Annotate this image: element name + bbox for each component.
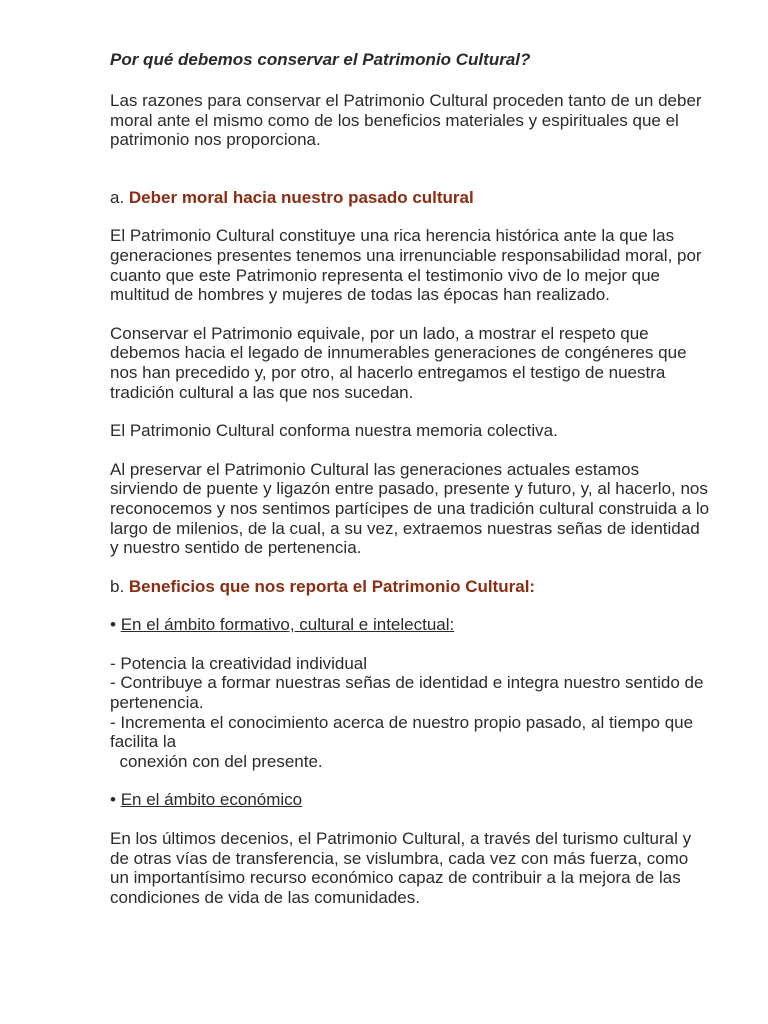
document-title: Por qué debemos conservar el Patrimonio Cultural? <box>110 50 531 69</box>
bullet-glyph: • <box>110 615 121 635</box>
list-item: - Contribuye a formar nuestras señas de identidad e integra nuestro sentido de pertenencia. <box>110 673 704 713</box>
section-a-heading <box>110 188 710 208</box>
formativo-bullet-heading <box>110 615 710 635</box>
intro-paragraph: Las razones para conservar el Patrimonio Cultural proceden tanto de un deber moral ante el mismo como de los beneficios materiales y espirituales que el patrimonio nos proporciona. <box>110 91 702 150</box>
list-item: - Incrementa el conocimiento acerca de nuestro propio pasado, al tiempo que facilita la <box>110 712 694 752</box>
formativo-label: En el ámbito formativo, cultural e intelectual: <box>120 615 455 635</box>
section-a-prefix: a. <box>110 187 129 207</box>
document-page <box>110 50 710 926</box>
formativo-list <box>110 654 710 772</box>
section-b-heading <box>110 577 710 597</box>
list-item: - Potencia la creatividad individual <box>110 653 368 673</box>
list-item: conexión con del presente. <box>110 751 323 771</box>
section-a-paragraph-1: El Patrimonio Cultural constituye una rica herencia histórica ante la que las generaciones presentes tenemos una irrenunciable responsabilidad moral, por cuanto que este Patrimonio representa el testimonio vivo de lo mejor que multitud de hombres y mujeres de todas las épocas han realizado. <box>110 226 702 305</box>
economico-bullet-heading <box>110 790 710 810</box>
section-a-paragraph-4: Al preservar el Patrimonio Cultural las generaciones actuales estamos sirviendo de puente y ligazón entre pasado, presente y futuro, y, al hacerlo, nos reconocemos y nos sentimos partícipes de una tradición cultural construida a lo largo de milenios, de la cual, a su vez, extraemos nuestras señas de identidad y nuestro sentido de pertenencia. <box>110 459 710 558</box>
section-b-prefix: b. <box>110 576 129 596</box>
economico-paragraph: En los últimos decenios, el Patrimonio Cultural, a través del turismo cultural y de otras vías de transferencia, se vislumbra, cada vez con más fuerza, como un importantísimo recurso económico capaz de contribuir a la mejora de las condiciones de vida de las comunidades. <box>110 829 692 907</box>
bullet-glyph: • <box>110 790 121 810</box>
section-a-paragraph-2: Conservar el Patrimonio equivale, por un lado, a mostrar el respeto que debemos hacia el legado de innumerables generaciones de congéneres que nos han precedido y, por otro, al hacerlo entregamos el testigo de nuestra tradición cultural a las que nos sucedan. <box>110 323 687 402</box>
section-a-paragraph-3: El Patrimonio Cultural conforma nuestra memoria colectiva. <box>110 421 558 441</box>
economico-label: En el ámbito económico <box>120 790 303 810</box>
section-a-title: Deber moral hacia nuestro pasado cultural <box>128 187 474 207</box>
section-b-title: Beneficios que nos reporta el Patrimonio Cultural: <box>128 576 536 596</box>
